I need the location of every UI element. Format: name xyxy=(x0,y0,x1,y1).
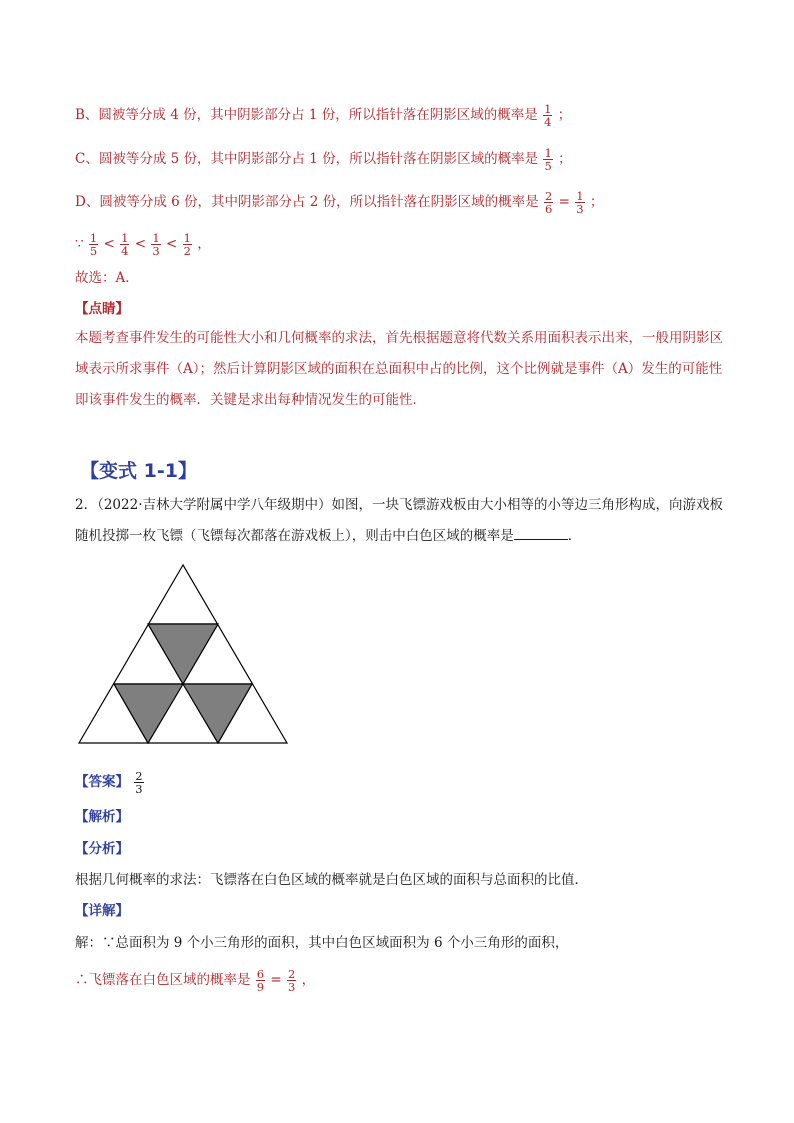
fraction-numerator: 1 xyxy=(89,231,98,245)
fraction-denominator: 5 xyxy=(89,244,98,258)
fraction-numerator: 1 xyxy=(152,231,160,245)
option-d-text: D、圆被等分成 6 份，其中阴影部分占 2 份，所以指针落在阴影区域的概率是 xyxy=(75,194,539,210)
detail-line-1: 解：∵总面积为 9 个小三角形的面积，其中白色区域面积为 6 个小三角形的面积， xyxy=(75,935,569,951)
choice-line: 故选：A． xyxy=(75,270,139,286)
punctuation: ， xyxy=(197,236,211,252)
compare-fraction-1 xyxy=(89,232,98,257)
dart-board-figure xyxy=(76,560,290,748)
question-body: 2．（2022·吉林大学附属中学八年级期中）如图，一块飞镖游戏板由大小相等的小等边三角形构成，向游戏板随机投掷一枚飞镖（飞镖每次都落在游戏板上），则击中白色区域的概率是 xyxy=(75,497,723,544)
option-c-fraction xyxy=(543,147,552,172)
answer-line xyxy=(75,770,145,795)
less-than: < xyxy=(103,236,115,252)
fraction-denominator: 4 xyxy=(121,244,129,258)
answer-blank xyxy=(514,525,568,540)
option-d-fraction-2 xyxy=(575,190,584,215)
comment-label: 【点睛】 xyxy=(75,301,129,317)
fraction-denominator: 3 xyxy=(576,202,584,216)
option-c-line xyxy=(75,147,572,172)
fraction-numerator: 6 xyxy=(256,967,265,981)
fraction-numerator: 2 xyxy=(288,967,296,981)
detail-fraction-1 xyxy=(256,968,265,993)
option-b-line xyxy=(75,103,571,128)
detail-label: 【详解】 xyxy=(75,903,129,919)
fraction-denominator: 3 xyxy=(152,244,160,258)
option-d-fraction-1 xyxy=(544,190,553,215)
question-text xyxy=(75,490,725,552)
less-than: < xyxy=(165,236,178,252)
equals-sign: = xyxy=(558,194,570,210)
punctuation: ； xyxy=(558,151,572,167)
analysis-sub-label: 【分析】 xyxy=(75,841,129,857)
detail-line-2 xyxy=(75,968,315,993)
fraction-denominator: 3 xyxy=(135,782,143,796)
punctuation: ． xyxy=(567,528,582,544)
analysis-text: 根据几何概率的求法：飞镖落在白色区域的概率就是白色区域的面积与总面积的比值． xyxy=(75,872,588,888)
fraction-denominator: 6 xyxy=(544,202,553,216)
answer-fraction xyxy=(134,770,143,795)
detail-line-2-text: ∴飞镖落在白色区域的概率是 xyxy=(75,972,251,988)
detail-fraction-2 xyxy=(287,968,296,993)
fraction-numerator: 2 xyxy=(544,189,553,203)
fraction-numerator: 1 xyxy=(576,189,584,203)
fraction-numerator: 1 xyxy=(183,231,191,245)
fraction-numerator: 1 xyxy=(121,231,129,245)
fraction-denominator: 9 xyxy=(256,980,265,994)
option-d-line xyxy=(75,190,603,215)
fraction-denominator: 2 xyxy=(183,244,191,258)
option-c-text: C、圆被等分成 5 份，其中阴影部分占 1 份，所以指针落在阴影区域的概率是 xyxy=(75,151,539,167)
compare-fraction-3 xyxy=(151,232,160,257)
fraction-denominator: 4 xyxy=(544,115,552,129)
analysis-label: 【解析】 xyxy=(75,809,129,825)
equals-sign: = xyxy=(270,972,282,988)
answer-label: 【答案】 xyxy=(75,774,129,790)
comparison-line xyxy=(75,232,211,257)
fraction-denominator: 3 xyxy=(288,980,296,994)
option-b-fraction xyxy=(543,103,552,128)
variant-title: 【变式 1-1】 xyxy=(80,460,197,482)
option-b-text: B、圆被等分成 4 份，其中阴影部分占 1 份，所以指针落在阴影区域的概率是 xyxy=(75,107,538,123)
less-than: < xyxy=(134,236,147,252)
compare-fraction-2 xyxy=(120,232,129,257)
punctuation: ， xyxy=(301,972,316,988)
comment-text: 本题考查事件发生的可能性大小和几何概率的求法，首先根据题意将代数关系用面积表示出来，一般用阴影区域表示所求事件（A）；然后计算阴影区域的面积在总面积中占的比例，这个比例就是事件（A）发生的可能性即该事件发生的概率．关键是求出每种情况发生的可能性． xyxy=(75,330,723,408)
punctuation: ； xyxy=(589,194,604,210)
punctuation: ； xyxy=(557,107,572,123)
fraction-numerator: 1 xyxy=(544,146,552,160)
because-symbol: ∵ xyxy=(75,236,84,252)
fraction-numerator: 2 xyxy=(135,769,143,783)
fraction-denominator: 5 xyxy=(544,159,552,173)
compare-fraction-4 xyxy=(183,232,192,257)
fraction-numerator: 1 xyxy=(544,102,552,116)
